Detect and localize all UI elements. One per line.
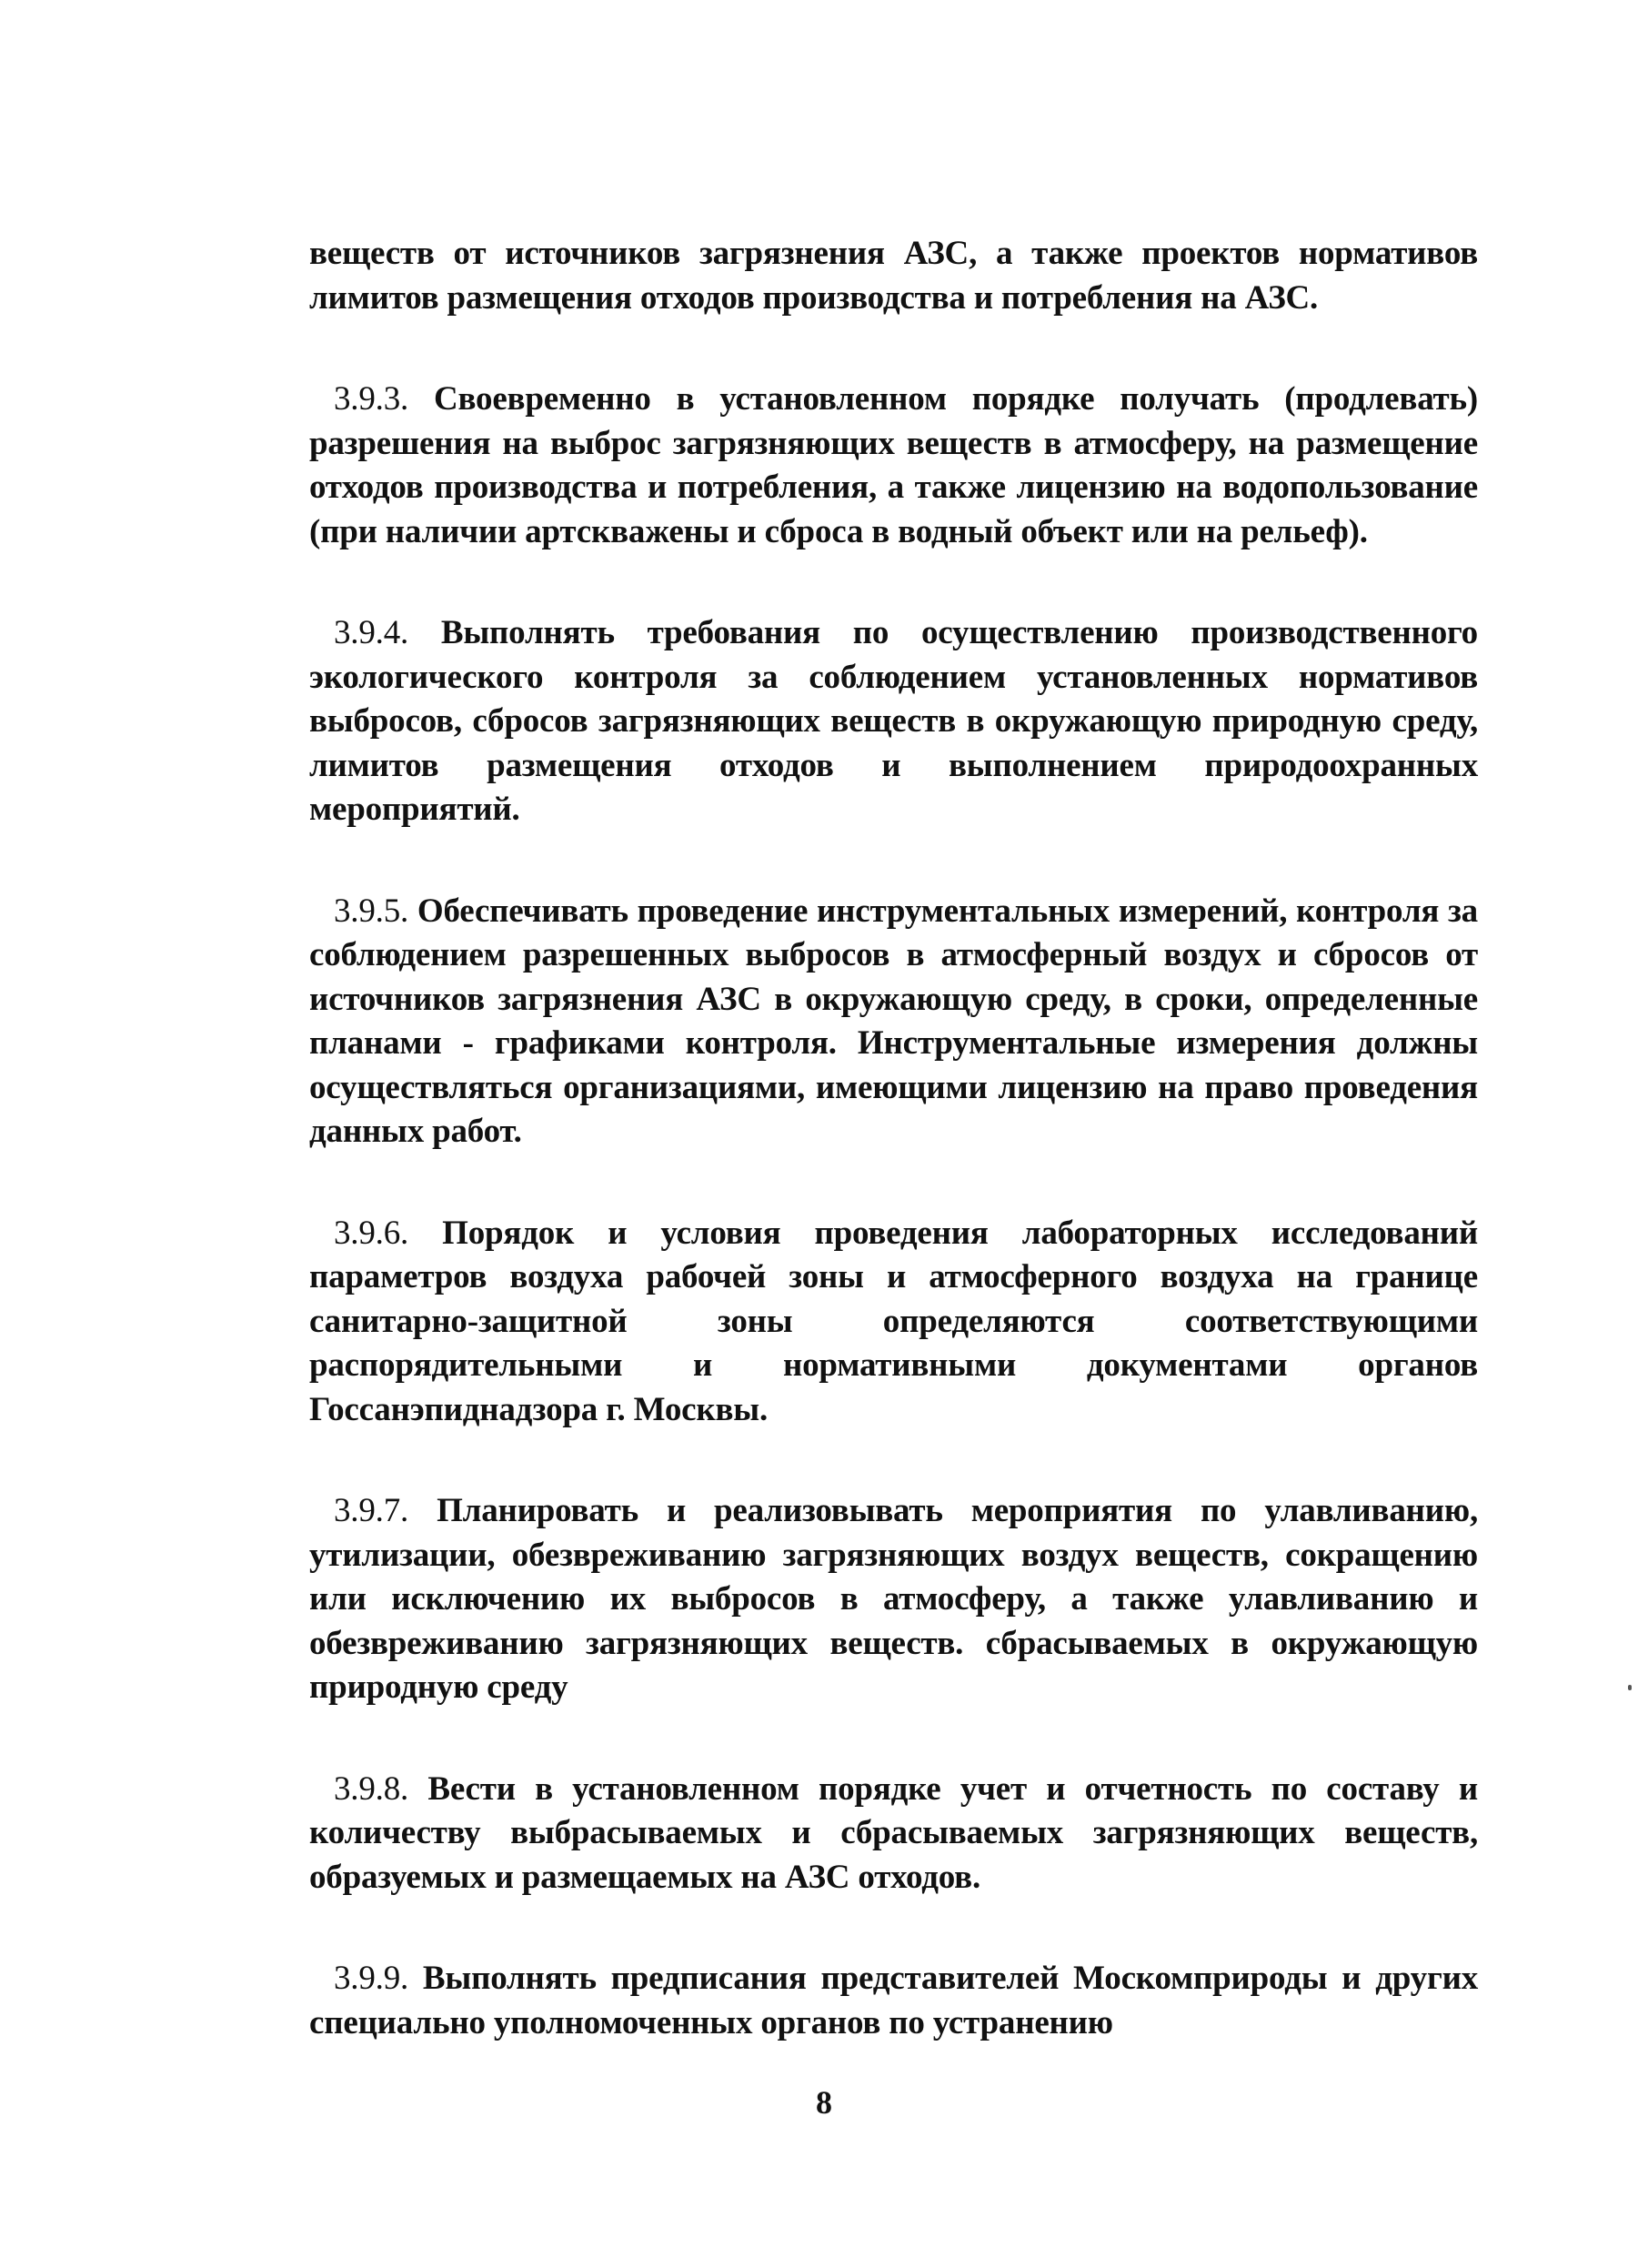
paragraph-3-9-6 [309,1212,1478,1433]
paragraph-number: 3.9.3. [334,380,409,418]
paragraph-number: 3.9.7. [334,1492,409,1529]
paragraph-3-9-9 [309,1957,1478,2045]
page-number: 8 [816,2084,832,2121]
scan-artifact [1628,1685,1632,1690]
document-body [309,232,1478,2102]
paragraph-number: 3.9.5. [334,892,409,930]
paragraph-number: 3.9.4. [334,614,409,651]
paragraph-3-9-3 [309,378,1478,554]
paragraph-text: веществ от источников загрязнения АЗС, а также проектов нормативов лимитов размещения отходов производства и потребления на АЗС. [309,235,1478,317]
paragraph-text: Выполнять предписания представителей Москомприроды и других специально уполномоченных органов по устранению [309,1960,1478,2041]
paragraph-3-9-5 [309,890,1478,1154]
paragraph-text: Вести в установленном порядке учет и отчетность по составу и количеству выбрасываемых и сбрасываемых загрязняющих веществ, образуемых и размещаемых на АЗС отходов. [309,1769,1478,1896]
paragraph-continuation [309,232,1478,320]
paragraph-3-9-7 [309,1489,1478,1710]
paragraph-text: Своевременно в установленном порядке получать (продлевать) разрешения на выброс загрязняющих веществ в атмосферу, на размещение отходов производства и потребления, а также лицензию на водопользование (при наличии артскважены и сброса в водный объект или на рельеф). [309,380,1478,550]
paragraph-number: 3.9.9. [334,1960,409,1997]
paragraph-3-9-4 [309,611,1478,832]
paragraph-text: Обеспечивать проведение инструментальных измерений, контроля за соблюдением разрешенных выбросов в атмосферный воздух и сбросов от источников загрязнения АЗС в окружающую среду, в сроки, определенные планами - графиками контроля. Инструментальные измерения должны осуществляться организациями, имеющими лицензию на право проведения данных работ. [309,892,1478,1150]
paragraph-3-9-8 [309,1768,1478,1900]
paragraph-text: Выполнять требования по осуществлению производственного экологического контроля за соблюдением установленных нормативов выбросов, сбросов загрязняющих веществ в окружающую природную среду, лимитов размещения отходов и выполнением природоохранных мероприятий. [309,614,1478,828]
paragraph-text: Планировать и реализовывать мероприятия по улавливанию, утилизации, обезвреживанию загрязняющих воздух веществ, сокращению или исключению их выбросов в атмосферу, а также улавливанию и обезвреживанию загрязняющих веществ. сбрасываемых в окружающую природную среду [309,1492,1478,1706]
paragraph-number: 3.9.8. [334,1769,409,1808]
paragraph-number: 3.9.6. [334,1214,409,1252]
paragraph-text: Порядок и условия проведения лабораторных исследований параметров воздуха рабочей зоны и атмосферного воздуха на границе санитарно-защитной зоны определяются соответствующими распорядительными и нормативными документами органов Госсанэпиднадзора г. Москвы. [309,1214,1478,1428]
